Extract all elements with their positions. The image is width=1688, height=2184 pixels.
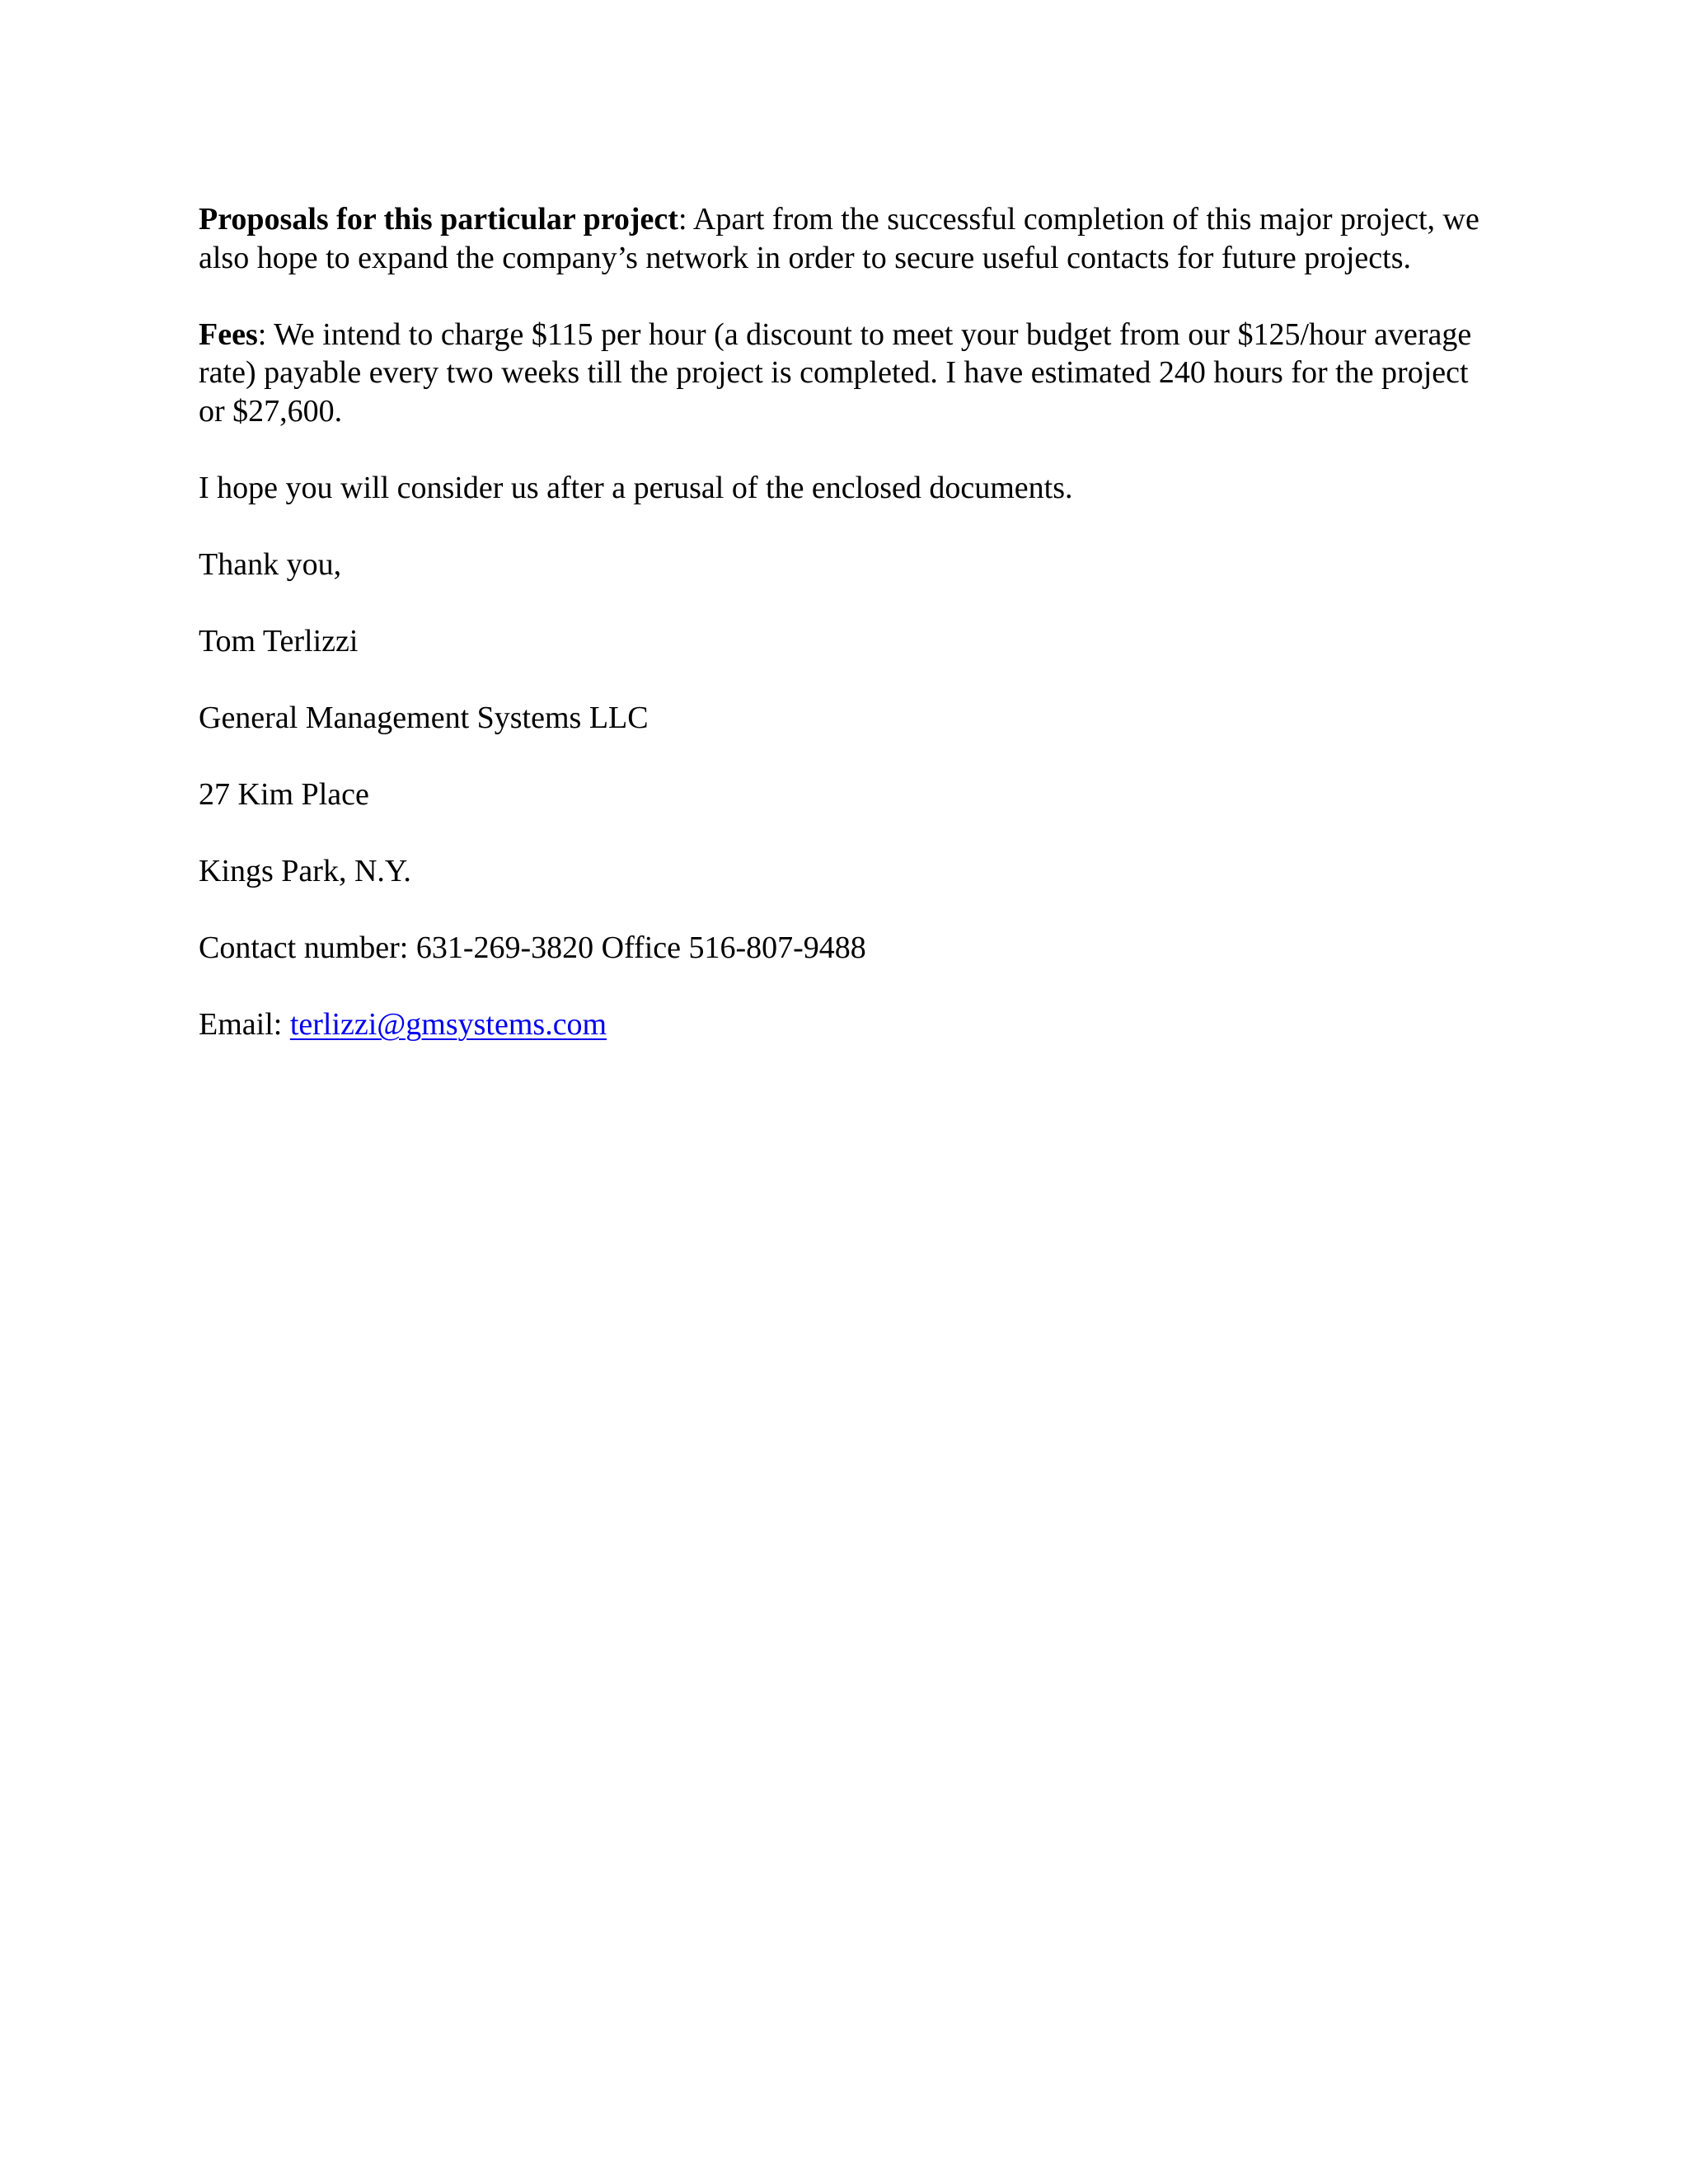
proposals-text: : Apart from the successful completion of this major project, we also hope to expand the company’s network in order to secure useful contacts for future projects.	[199, 202, 1479, 275]
email-line	[199, 1005, 1484, 1044]
letter-body	[199, 200, 1484, 1043]
address-city: Kings Park, N.Y.	[199, 853, 411, 888]
fees-paragraph	[199, 316, 1484, 431]
email-label: Email:	[199, 1006, 290, 1042]
contact-numbers: Contact number: 631-269-3820 Office 516-807-9488	[199, 930, 866, 965]
email-link[interactable]: terlizzi@gmsystems.com	[289, 1006, 607, 1042]
proposals-paragraph	[199, 200, 1484, 277]
address-street: 27 Kim Place	[199, 776, 369, 812]
fees-heading: Fees	[199, 316, 258, 352]
closing-line: I hope you will consider us after a perusal of the enclosed documents.	[199, 470, 1073, 505]
company-name: General Management Systems LLC	[199, 700, 649, 735]
salutation: Thank you,	[199, 546, 342, 582]
proposals-heading: Proposals for this particular project	[199, 202, 678, 237]
fees-text: : We intend to charge $115 per hour (a discount to meet your budget from our $125/hour average rate) payable every two weeks till the project is completed. I have estimated 240 hours for the project or $27,600.	[199, 316, 1472, 429]
signature-name: Tom Terlizzi	[199, 623, 359, 658]
